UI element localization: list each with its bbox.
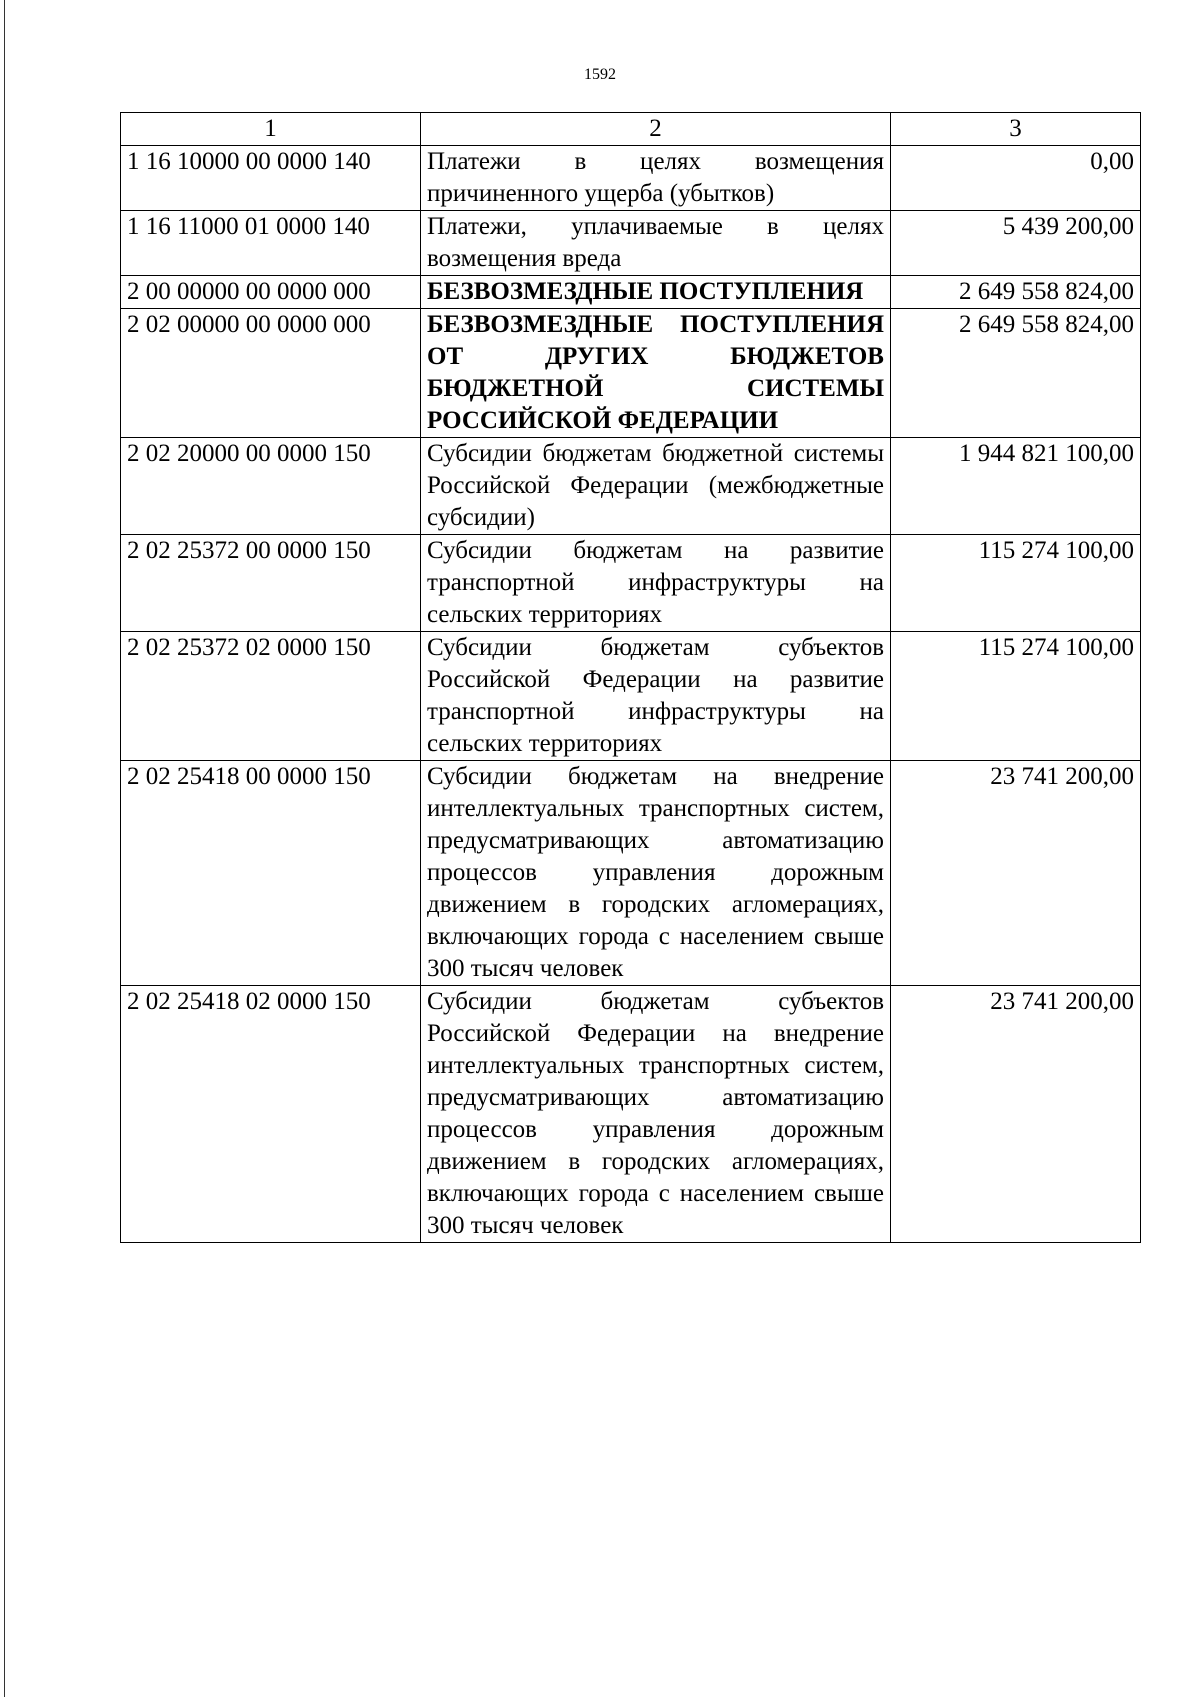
budget-revenue-table xyxy=(120,112,1141,1243)
table-row xyxy=(121,309,1141,438)
row-code: 2 02 25372 00 0000 150 xyxy=(121,535,421,632)
row-amount: 2 649 558 824,00 xyxy=(891,276,1141,309)
row-name: Субсидии бюджетам субъектов Российской Федерации на развитие транспортной инфраструктуры на сельских территориях xyxy=(421,632,891,761)
row-name: Субсидии бюджетам бюджетной системы Российской Федерации (межбюджетные субсидии) xyxy=(421,438,891,535)
row-code: 2 02 25372 02 0000 150 xyxy=(121,632,421,761)
table-row xyxy=(121,146,1141,211)
table-row xyxy=(121,632,1141,761)
row-name: Платежи в целях возмещения причиненного ущерба (убытков) xyxy=(421,146,891,211)
table-row xyxy=(121,438,1141,535)
row-amount: 23 741 200,00 xyxy=(891,761,1141,986)
row-amount: 0,00 xyxy=(891,146,1141,211)
row-code: 2 00 00000 00 0000 000 xyxy=(121,276,421,309)
column-header-amount: 3 xyxy=(891,113,1141,146)
row-name: БЕЗВОЗМЕЗДНЫЕ ПОСТУПЛЕНИЯ xyxy=(421,276,891,309)
row-code: 2 02 25418 02 0000 150 xyxy=(121,986,421,1243)
row-amount: 23 741 200,00 xyxy=(891,986,1141,1243)
table-row xyxy=(121,986,1141,1243)
row-code: 1 16 10000 00 0000 140 xyxy=(121,146,421,211)
row-amount: 2 649 558 824,00 xyxy=(891,309,1141,438)
page-left-edge-line xyxy=(4,0,5,1697)
row-amount: 1 944 821 100,00 xyxy=(891,438,1141,535)
row-code: 2 02 20000 00 0000 150 xyxy=(121,438,421,535)
table-row xyxy=(121,761,1141,986)
row-code: 2 02 25418 00 0000 150 xyxy=(121,761,421,986)
table-row xyxy=(121,211,1141,276)
column-header-code: 1 xyxy=(121,113,421,146)
row-name: Субсидии бюджетам на развитие транспортной инфраструктуры на сельских территориях xyxy=(421,535,891,632)
row-name: Субсидии бюджетам на внедрение интеллектуальных транспортных систем, предусматривающих автоматизацию процессов управления дорожным движением в городских агломерациях, включающих города с населением свыше 300 тысяч человек xyxy=(421,761,891,986)
row-name: Субсидии бюджетам субъектов Российской Федерации на внедрение интеллектуальных транспортных систем, предусматривающих автоматизацию процессов управления дорожным движением в городских агломерациях, включающих города с населением свыше 300 тысяч человек xyxy=(421,986,891,1243)
table-row xyxy=(121,276,1141,309)
table-row xyxy=(121,535,1141,632)
row-name: БЕЗВОЗМЕЗДНЫЕ ПОСТУПЛЕНИЯ ОТ ДРУГИХ БЮДЖЕТОВ БЮДЖЕТНОЙ СИСТЕМЫ РОССИЙСКОЙ ФЕДЕРАЦИИ xyxy=(421,309,891,438)
row-amount: 5 439 200,00 xyxy=(891,211,1141,276)
table-header-row xyxy=(121,113,1141,146)
row-amount: 115 274 100,00 xyxy=(891,535,1141,632)
column-header-name: 2 xyxy=(421,113,891,146)
row-code: 2 02 00000 00 0000 000 xyxy=(121,309,421,438)
row-code: 1 16 11000 01 0000 140 xyxy=(121,211,421,276)
row-amount: 115 274 100,00 xyxy=(891,632,1141,761)
row-name: Платежи, уплачиваемые в целях возмещения вреда xyxy=(421,211,891,276)
page-number: 1592 xyxy=(584,66,616,83)
